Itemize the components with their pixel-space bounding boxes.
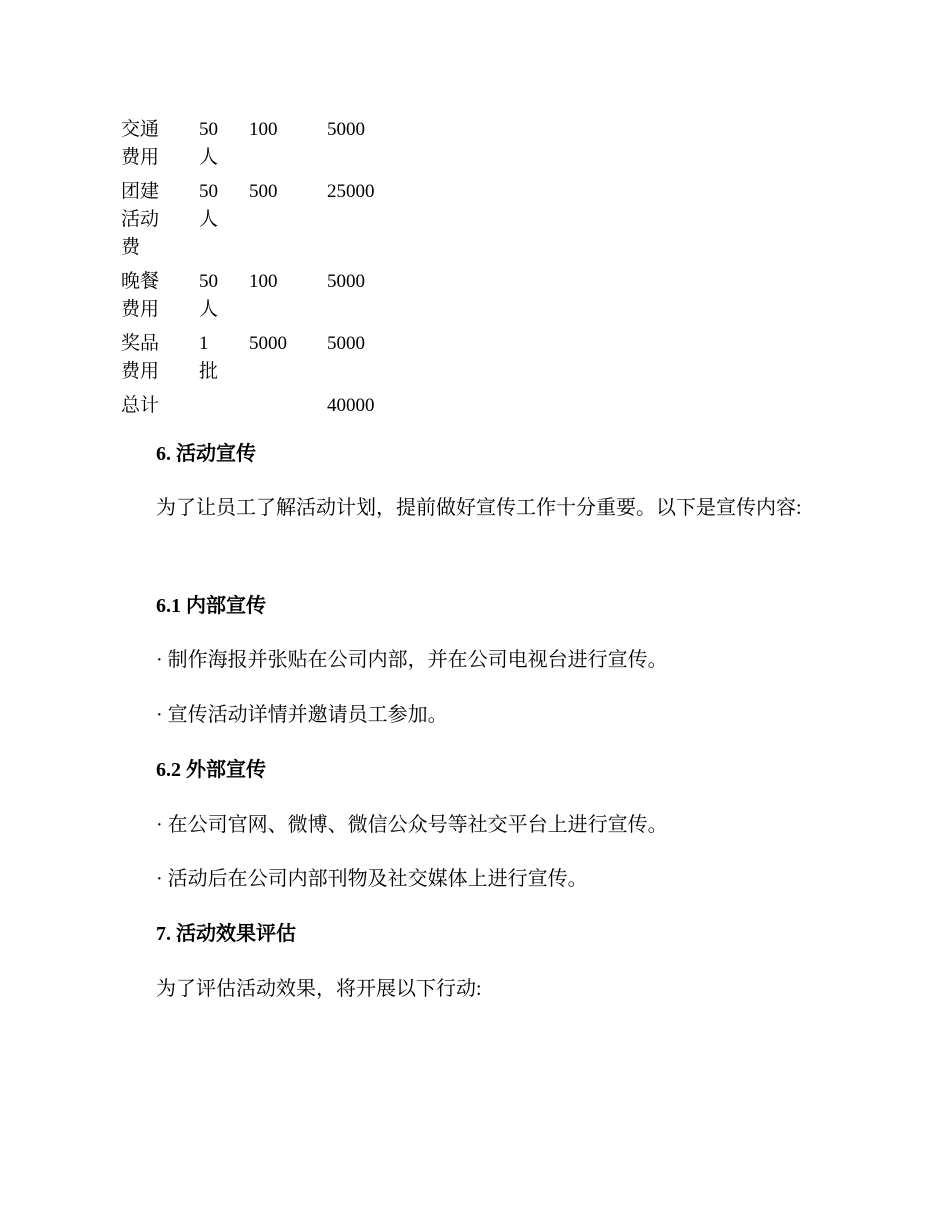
- table-row: [114, 178, 407, 268]
- section-7-heading: 7. 活动效果评估: [156, 923, 296, 945]
- bullet-item: · 在公司官网、微博、微信公众号等社交平台上进行宣传。: [156, 814, 668, 836]
- table-cell-item: 团建活动费: [121, 181, 160, 258]
- table-cell-qty: 50人: [199, 119, 219, 168]
- table-cell-price: 100: [249, 119, 278, 140]
- table-cell-item: 交通费用: [121, 119, 160, 168]
- table-row-total: [114, 392, 407, 426]
- table-row: [114, 268, 407, 330]
- table-cell-item: 晚餐费用: [121, 271, 160, 320]
- table-cell-qty: [199, 392, 249, 426]
- section-6-2-heading: 6.2 外部宣传: [156, 759, 266, 781]
- budget-table: [114, 116, 407, 426]
- section-6-1-heading: 6.1 内部宣传: [156, 595, 266, 617]
- table-cell-qty: 1批: [199, 333, 219, 382]
- table-cell-item: 总计: [121, 395, 160, 416]
- bullet-item: · 活动后在公司内部刊物及社交媒体上进行宣传。: [156, 868, 588, 890]
- table-cell-qty: 50人: [199, 181, 219, 230]
- table-cell-price: 500: [249, 181, 278, 202]
- table-cell-item: 奖品费用: [121, 333, 160, 382]
- table-row: [114, 116, 407, 178]
- section-6-heading: 6. 活动宣传: [156, 443, 256, 465]
- section-6-intro: 为了让员工了解活动计划，提前做好宣传工作十分重要。以下是宣传内容:: [156, 497, 802, 519]
- table-cell-total: 5000: [327, 119, 365, 140]
- table-row: [114, 330, 407, 392]
- bullet-item: · 宣传活动详情并邀请员工参加。: [156, 704, 448, 726]
- table-cell-price: 100: [249, 271, 278, 292]
- table-cell-price: 5000: [249, 333, 287, 354]
- table-cell-total: 5000: [327, 271, 365, 292]
- bullet-item: · 制作海报并张贴在公司内部，并在公司电视台进行宣传。: [156, 649, 668, 671]
- table-cell-total: 40000: [327, 395, 375, 416]
- table-cell-price: [249, 392, 327, 426]
- section-7-intro: 为了评估活动效果，将开展以下行动:: [156, 978, 482, 1000]
- table-cell-total: 25000: [327, 181, 375, 202]
- table-cell-qty: 50人: [199, 271, 219, 320]
- table-cell-total: 5000: [327, 333, 365, 354]
